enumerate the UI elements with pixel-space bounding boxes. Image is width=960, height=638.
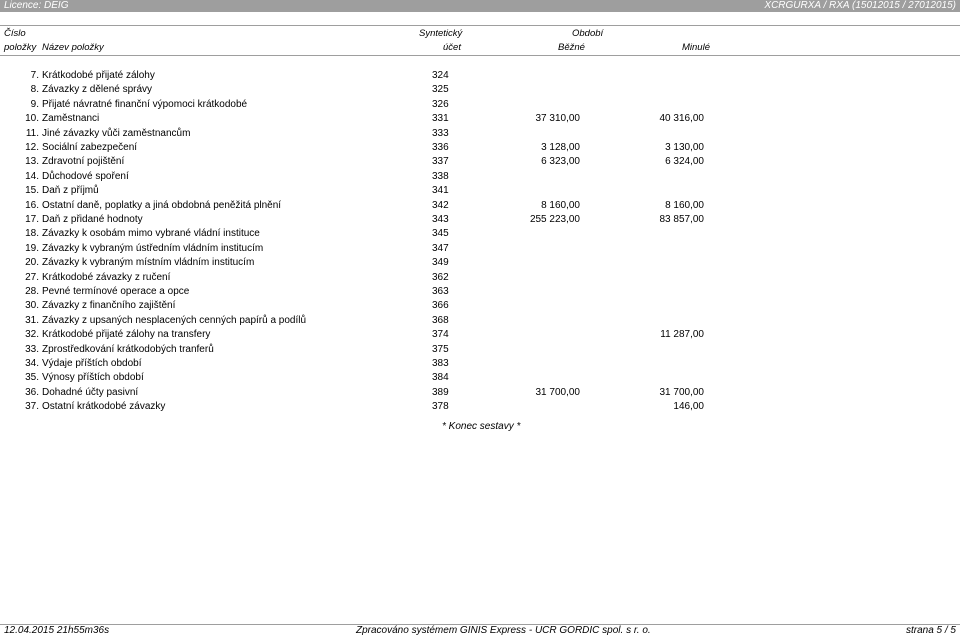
row-number: 28. — [25, 286, 39, 297]
row-number: 37. — [25, 401, 39, 413]
row-number: 18. — [25, 228, 39, 240]
row-name: Krátkodobé závazky z ručení — [42, 271, 171, 283]
row-name: Daň z příjmů — [42, 185, 99, 197]
row-number: 13. — [25, 156, 39, 168]
row-account: 337 — [432, 156, 449, 168]
row-number: 10. — [25, 113, 39, 125]
header-synteticky: Syntetický — [419, 28, 463, 39]
row-name: Výdaje příštích období — [42, 358, 142, 369]
table-row — [0, 98, 960, 112]
table-row — [0, 213, 960, 227]
table-row — [0, 112, 960, 126]
end-of-report-note: * Konec sestavy * — [442, 421, 521, 432]
row-name: Závazky k vybraným ústředním vládním institucím — [42, 242, 264, 254]
table-row — [0, 170, 960, 184]
row-number: 31. — [25, 314, 39, 326]
row-name: Zdravotní pojištění — [42, 156, 125, 168]
row-current: 37 310,00 — [535, 113, 580, 125]
header-divider-bottom — [0, 55, 960, 56]
row-number: 32. — [25, 329, 39, 341]
row-name: Závazky k osobám mimo vybrané vládní instituce — [42, 228, 260, 240]
footer-timestamp: 12.04.2015 21h55m36s — [4, 625, 110, 636]
report-code-label: XCRGURXA / RXA (15012015 / 27012015) — [764, 0, 956, 11]
row-number: 36. — [25, 386, 39, 398]
row-account: 349 — [432, 257, 449, 269]
row-account: 389 — [432, 386, 449, 398]
licence-label: Licence: DEIG — [4, 0, 69, 11]
footer-page-number: strana 5 / 5 — [905, 625, 956, 636]
row-number: 9. — [30, 98, 39, 110]
row-number: 30. — [25, 300, 39, 312]
table-row — [0, 242, 960, 256]
row-account: 331 — [432, 113, 449, 125]
row-number: 8. — [30, 84, 39, 96]
row-number: 34. — [25, 358, 39, 369]
row-account: 325 — [432, 84, 449, 96]
header-divider-top — [0, 25, 960, 26]
row-account: 378 — [432, 401, 449, 413]
table-row — [0, 256, 960, 270]
header-bezne: Běžné — [558, 42, 585, 53]
row-account: 345 — [432, 228, 449, 240]
table-row — [0, 127, 960, 141]
row-number: 15. — [25, 185, 39, 197]
row-name: Ostatní daně, poplatky a jiná obdobná peněžitá plnění — [42, 199, 282, 211]
row-account: 363 — [432, 286, 449, 297]
row-name: Zaměstnanci — [42, 113, 100, 125]
row-name: Závazky z finančního zajištění — [42, 300, 176, 312]
row-account: 324 — [432, 70, 449, 81]
row-previous: 146,00 — [673, 401, 704, 413]
row-number: 35. — [25, 372, 39, 384]
row-account: 374 — [432, 329, 449, 341]
table-row — [0, 271, 960, 285]
row-name: Důchodové spoření — [42, 170, 129, 182]
row-account: 366 — [432, 300, 449, 312]
row-current: 31 700,00 — [535, 386, 580, 398]
row-name: Ostatní krátkodobé závazky — [42, 401, 166, 413]
row-account: 341 — [432, 185, 449, 197]
table-row — [0, 386, 960, 400]
row-previous: 6 324,00 — [665, 156, 704, 168]
header-polozky: položky — [4, 42, 37, 53]
row-name: Zprostředkování krátkodobých tranferů — [42, 343, 214, 355]
table-row — [0, 314, 960, 328]
row-account: 347 — [432, 242, 449, 254]
header-obdobi: Období — [572, 28, 604, 39]
row-account: 338 — [432, 170, 449, 182]
row-name: Sociální zabezpečení — [42, 142, 138, 153]
report-top-bar — [0, 0, 960, 12]
report-footer — [0, 624, 960, 638]
row-previous: 11 287,00 — [660, 329, 704, 341]
row-name: Jiné závazky vůči zaměstnancům — [42, 127, 191, 139]
row-name: Krátkodobé přijaté zálohy — [42, 70, 155, 81]
row-number: 12. — [25, 142, 39, 153]
row-name: Přijaté návratné finanční výpomoci krátkodobé — [42, 98, 248, 110]
table-row — [0, 299, 960, 313]
row-account: 384 — [432, 372, 449, 384]
row-previous: 3 130,00 — [665, 142, 704, 153]
row-account: 368 — [432, 314, 449, 326]
row-account: 333 — [432, 127, 449, 139]
table-row — [0, 343, 960, 357]
table-row — [0, 328, 960, 342]
row-number: 7. — [30, 70, 39, 81]
row-number: 27. — [25, 271, 39, 283]
row-account: 343 — [432, 214, 449, 225]
row-previous: 83 857,00 — [659, 214, 704, 225]
row-number: 19. — [25, 242, 39, 254]
row-name: Krátkodobé přijaté zálohy na transfery — [42, 329, 211, 341]
row-current: 255 223,00 — [529, 214, 580, 225]
table-row — [0, 400, 960, 414]
row-name: Závazky z dělené správy — [42, 84, 153, 96]
table-row — [0, 371, 960, 385]
row-account: 362 — [432, 271, 449, 283]
row-number: 17. — [25, 214, 39, 225]
row-number: 33. — [25, 343, 39, 355]
header-nazev: Název položky — [42, 42, 104, 53]
row-number: 14. — [25, 170, 39, 182]
table-row — [0, 141, 960, 155]
row-previous: 8 160,00 — [665, 199, 704, 211]
row-previous: 31 700,00 — [659, 386, 704, 398]
row-current: 6 323,00 — [541, 156, 580, 168]
row-name: Pevné termínové operace a opce — [42, 286, 190, 297]
table-row — [0, 69, 960, 83]
header-cislo: Číslo — [4, 28, 26, 39]
row-account: 336 — [432, 142, 449, 153]
row-name: Závazky z upsaných nesplacených cenných papírů a podílů — [42, 314, 307, 326]
row-account: 383 — [432, 358, 449, 369]
row-number: 16. — [25, 199, 39, 211]
row-previous: 40 316,00 — [659, 113, 704, 125]
header-minule: Minulé — [682, 42, 710, 53]
row-number: 11. — [25, 127, 39, 139]
row-current: 3 128,00 — [541, 142, 580, 153]
row-account: 342 — [432, 199, 449, 211]
row-number: 20. — [25, 257, 39, 269]
row-name: Daň z přidané hodnoty — [42, 214, 143, 225]
table-row — [0, 184, 960, 198]
row-account: 326 — [432, 98, 449, 110]
table-row — [0, 199, 960, 213]
table-row — [0, 227, 960, 241]
header-ucet: účet — [443, 42, 461, 53]
row-name: Dohadné účty pasivní — [42, 386, 139, 398]
footer-processed-by: Zpracováno systémem GINIS Express - UCR GORDIC spol. s r. o. — [356, 625, 651, 636]
row-name: Výnosy příštích období — [42, 372, 144, 384]
row-current: 8 160,00 — [541, 199, 580, 211]
table-row — [0, 285, 960, 299]
table-row — [0, 357, 960, 371]
table-row — [0, 155, 960, 169]
row-name: Závazky k vybraným místním vládním institucím — [42, 257, 255, 269]
row-account: 375 — [432, 343, 449, 355]
table-row — [0, 83, 960, 97]
